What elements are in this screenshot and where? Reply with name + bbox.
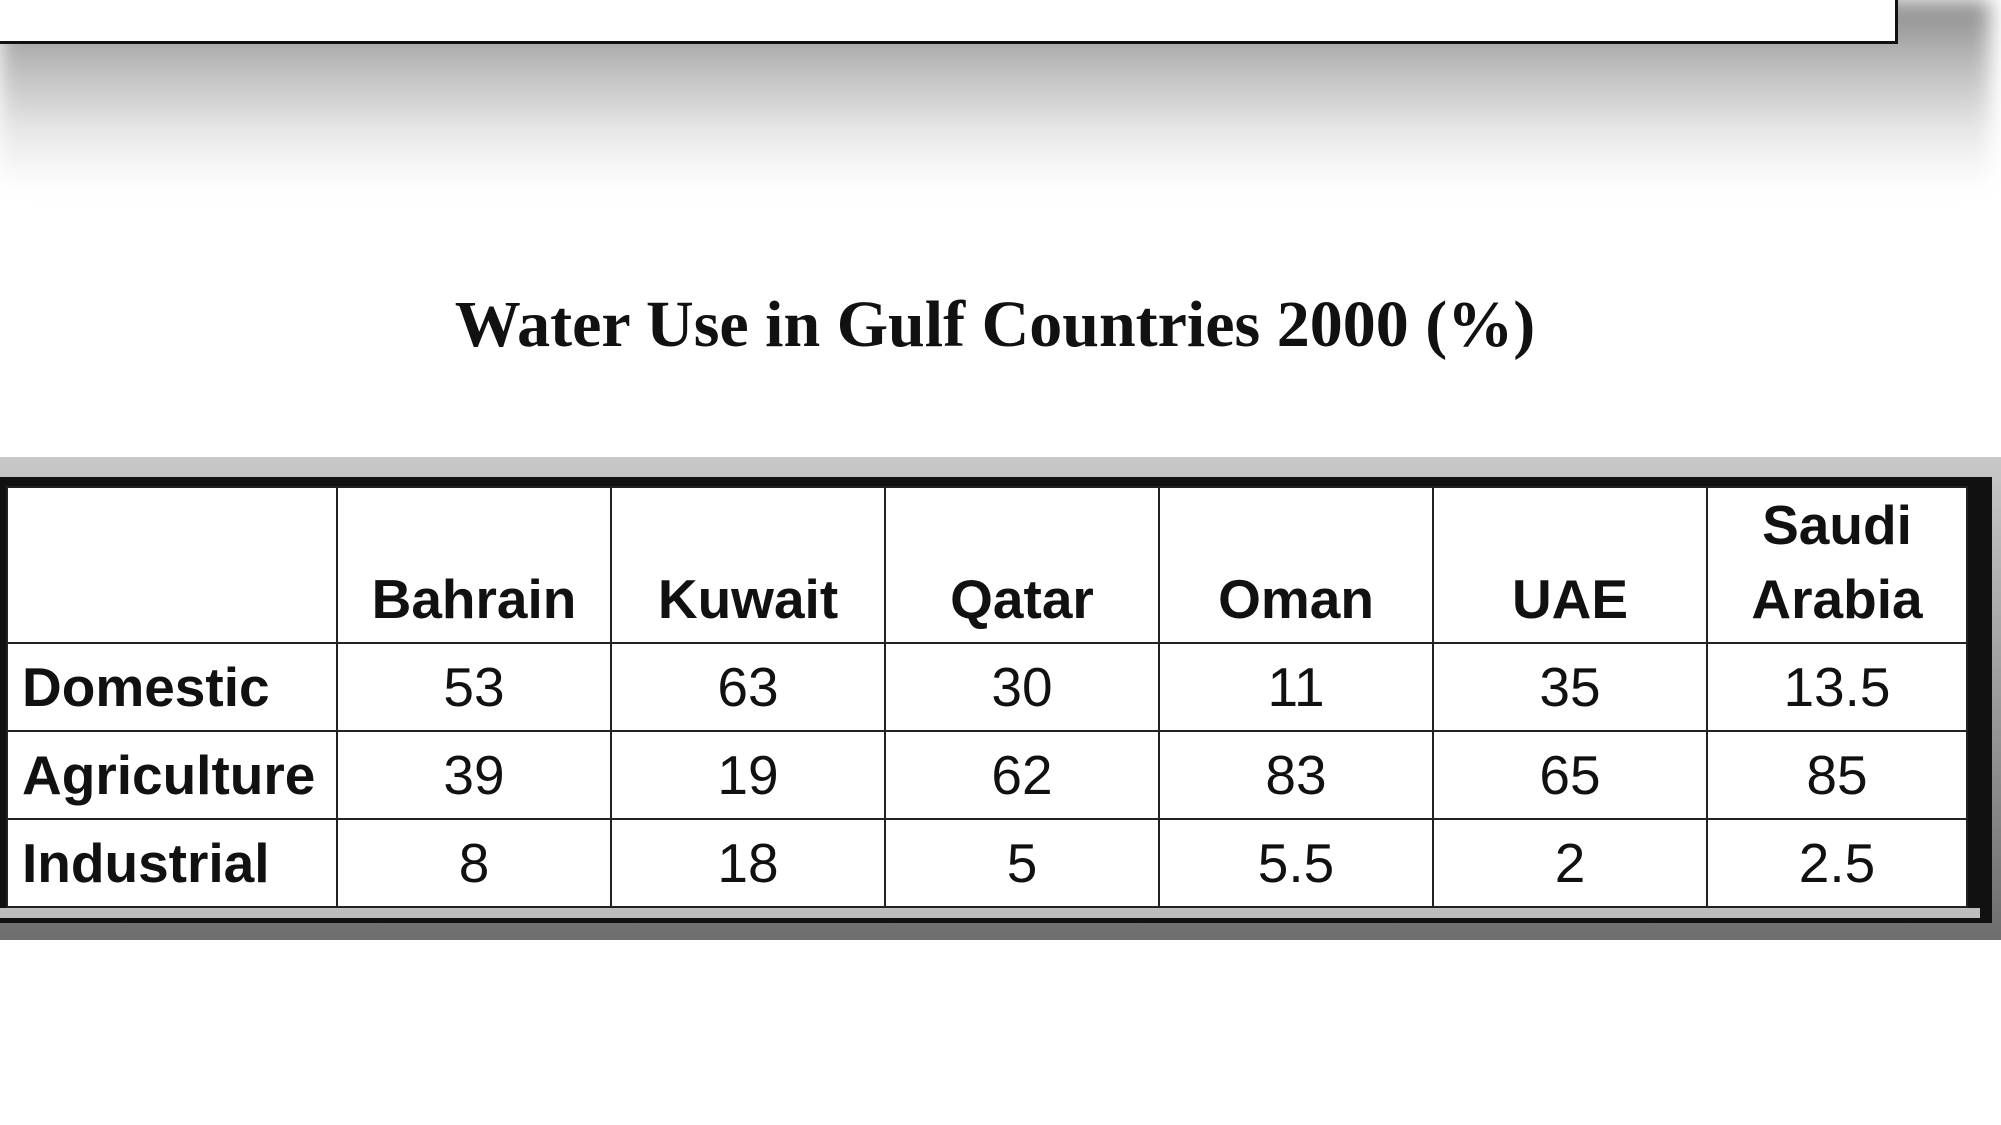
table-cell: 5	[885, 819, 1159, 907]
table-row	[7, 643, 1967, 731]
table-cell: 2.5	[1707, 819, 1967, 907]
table-cell: 18	[611, 819, 885, 907]
header-row	[7, 487, 1967, 643]
header-kuwait: Kuwait	[611, 487, 885, 643]
table-cell: 53	[337, 643, 611, 731]
header-saudi-line-1: Saudi	[1762, 494, 1912, 556]
table-title: Water Use in Gulf Countries 2000 (%)	[454, 288, 1536, 361]
table-cell: 39	[337, 731, 611, 819]
table-cell: 83	[1159, 731, 1433, 819]
top-card	[0, 0, 1898, 44]
table-row	[7, 819, 1967, 907]
header-saudi-arabia	[1707, 487, 1967, 643]
row-label-agriculture: Agriculture	[7, 731, 337, 819]
table-cell: 2	[1433, 819, 1707, 907]
table-row	[7, 731, 1967, 819]
table-cell: 13.5	[1707, 643, 1967, 731]
table-cell: 35	[1433, 643, 1707, 731]
header-qatar: Qatar	[885, 487, 1159, 643]
header-oman: Oman	[1159, 487, 1433, 643]
table-cell: 63	[611, 643, 885, 731]
table-cell: 11	[1159, 643, 1433, 731]
table-cell: 8	[337, 819, 611, 907]
header-saudi-line-2: Arabia	[1751, 568, 1923, 630]
row-label-industrial: Industrial	[7, 819, 337, 907]
row-label-domestic: Domestic	[7, 643, 337, 731]
table-cell: 5.5	[1159, 819, 1433, 907]
table-cell: 19	[611, 731, 885, 819]
table-cell: 65	[1433, 731, 1707, 819]
table-frame-bottom-strip	[0, 908, 1980, 918]
header-corner-cell	[7, 487, 337, 643]
header-uae: UAE	[1433, 487, 1707, 643]
water-use-table	[6, 486, 1968, 908]
table-cell: 62	[885, 731, 1159, 819]
table-cell: 85	[1707, 731, 1967, 819]
header-bahrain: Bahrain	[337, 487, 611, 643]
table-cell: 30	[885, 643, 1159, 731]
